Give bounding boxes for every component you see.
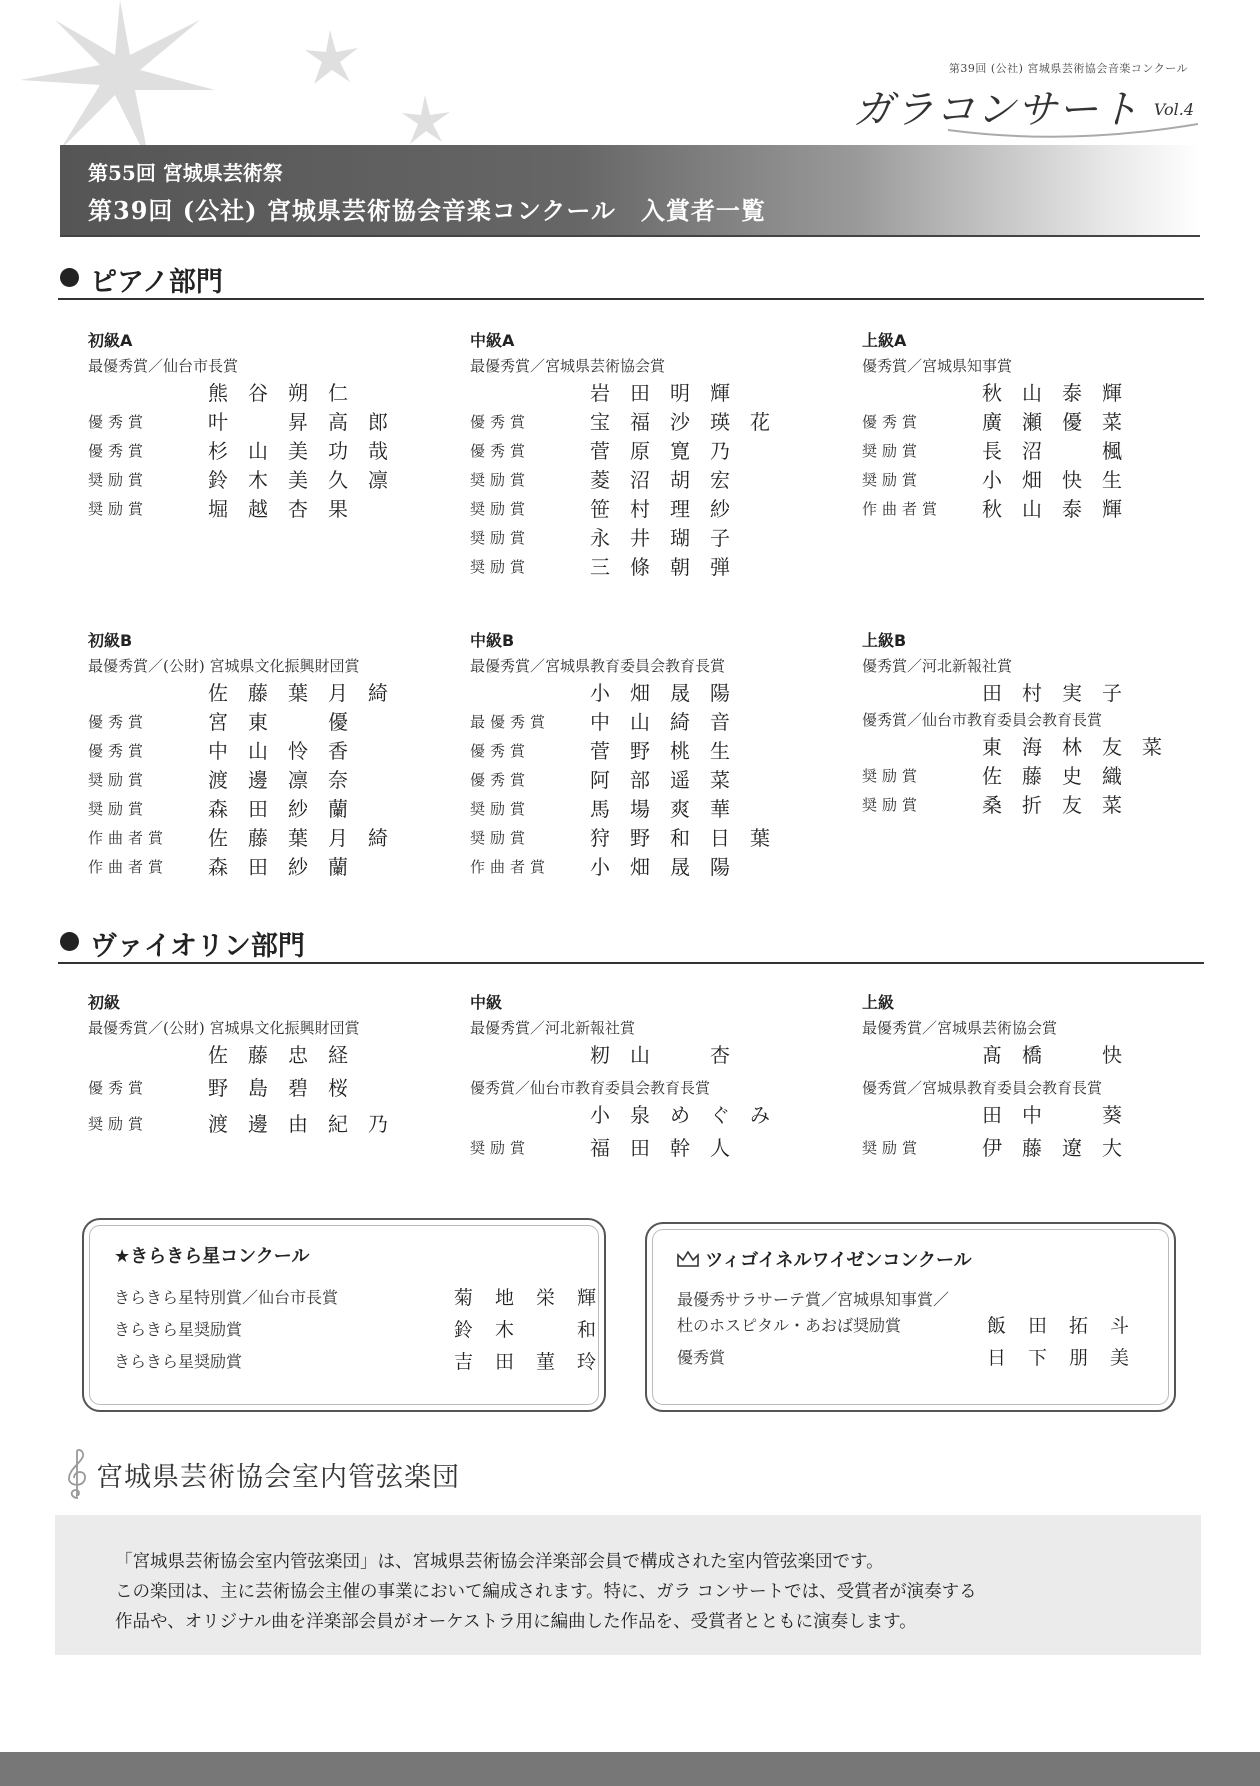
box-title: ★きらきら星コンクール	[114, 1246, 310, 1267]
award-label: 優秀賞	[470, 442, 531, 460]
winner-name: 鈴木 和	[454, 1319, 619, 1341]
top-award: 最優秀賞／(公財) 宮城県文化振興財団賞	[88, 1019, 360, 1037]
top-award: 最優秀賞／(公財) 宮城県文化振興財団賞	[88, 657, 360, 675]
logo-swoosh	[948, 120, 1198, 140]
bullet-icon	[60, 268, 79, 287]
category-title: 初級A	[88, 331, 133, 350]
award-row	[88, 708, 438, 737]
volume-label: Vol.4	[1153, 100, 1194, 119]
winner-name: 佐藤葉月綺	[208, 826, 408, 850]
award-label: 優秀賞	[88, 742, 149, 760]
award-row	[88, 795, 438, 824]
award-row	[470, 466, 820, 495]
award-label: きらきら星奨励賞	[114, 1320, 243, 1339]
award-row	[88, 824, 438, 853]
category-title: 中級A	[470, 331, 515, 350]
award-label: 優秀賞	[470, 742, 531, 760]
violin-intermediate	[470, 990, 820, 1166]
award-label: 最優秀賞	[470, 713, 551, 731]
award-label: 奨励賞	[470, 1139, 531, 1157]
award-label: 奨励賞	[470, 529, 531, 547]
award-label: 杜のホスピタル・あおば奨励賞	[677, 1316, 902, 1335]
piano-beginner-b	[88, 628, 438, 882]
award-label: 奨励賞	[470, 800, 531, 818]
banner-festival-title: 第55回 宮城県芸術祭	[88, 161, 283, 185]
description-line: 「宮城県芸術協会室内管弦楽団」は、宮城県芸術協会洋楽部会員で構成された室内管弦楽団です。	[115, 1552, 884, 1572]
crown-icon	[677, 1251, 699, 1267]
award-row	[862, 791, 1212, 820]
award-label: 奨励賞	[88, 1115, 149, 1133]
award-row	[470, 408, 820, 437]
second-award: 優秀賞／仙台市教育委員会教育長賞	[862, 711, 1103, 729]
zigeunerweisen-contest-box	[645, 1222, 1176, 1412]
award-row	[114, 1314, 624, 1346]
top-winner: 佐藤葉月綺	[208, 681, 408, 705]
top-award: 優秀賞／河北新報社賞	[862, 657, 1013, 675]
violin-section-heading	[58, 922, 1204, 964]
award-row	[470, 766, 820, 795]
star-icon	[20, 0, 215, 165]
winner-name: 中山怜香	[208, 739, 368, 763]
award-row	[862, 437, 1212, 466]
winner-name: 宝福沙瑛花	[590, 410, 790, 434]
category-title: 中級B	[470, 631, 515, 650]
award-row	[88, 737, 438, 766]
top-winner: 佐藤忠経	[208, 1043, 368, 1067]
award-label: 優秀賞	[88, 1079, 149, 1097]
top-winner: 髙橋 快	[982, 1043, 1142, 1067]
winner-name: 長沼 楓	[982, 439, 1142, 463]
second-winner: 小泉めぐみ	[590, 1103, 790, 1127]
award-label: 作曲者賞	[88, 858, 169, 876]
category-title: 初級B	[88, 631, 133, 650]
piano-advanced-b	[862, 628, 1212, 820]
award-label: 奨励賞	[470, 471, 531, 489]
award-row	[677, 1342, 1187, 1374]
award-label: 作曲者賞	[862, 500, 943, 518]
second-winner: 田中 葵	[982, 1103, 1142, 1127]
category-title: 上級	[862, 993, 895, 1012]
award-row	[862, 495, 1212, 524]
award-row	[88, 853, 438, 882]
award-row	[114, 1282, 624, 1314]
top-winner: 田村実子	[982, 681, 1142, 705]
award-label: 奨励賞	[88, 471, 149, 489]
award-label: きらきら星特別賞／仙台市長賞	[114, 1288, 339, 1307]
gala-concert-logo: ガラコンサート	[853, 87, 1140, 133]
winner-name: 飯田拓斗	[987, 1315, 1152, 1337]
award-label: 奨励賞	[470, 500, 531, 518]
violin-advanced	[862, 990, 1212, 1166]
top-winner: 小畑晟陽	[590, 681, 750, 705]
award-row	[88, 766, 438, 795]
top-award: 優秀賞／宮城県知事賞	[862, 357, 1013, 375]
piano-advanced-a	[862, 328, 1212, 524]
orchestra-title: 宮城県芸術協会室内管弦楽団	[96, 1462, 460, 1493]
award-row	[88, 1070, 438, 1106]
winner-name: 三條朝弾	[590, 555, 750, 579]
award-row	[470, 795, 820, 824]
second-award: 優秀賞／仙台市教育委員会教育長賞	[470, 1079, 711, 1097]
winner-name: 佐藤史織	[982, 764, 1142, 788]
winner-name: 吉田菫玲	[454, 1351, 619, 1373]
award-label: 奨励賞	[862, 471, 923, 489]
award-label: 優秀賞	[88, 413, 149, 431]
award-label: 奨励賞	[862, 767, 923, 785]
award-label: 作曲者賞	[88, 829, 169, 847]
top-winner: 岩田明輝	[590, 381, 750, 405]
box-title: ツィゴイネルワイゼンコンクール	[705, 1250, 972, 1271]
award-row	[88, 437, 438, 466]
award-label: 奨励賞	[862, 1139, 923, 1157]
award-label: 優秀賞	[88, 442, 149, 460]
winner-name: 宮東 優	[208, 710, 368, 734]
top-award: 最優秀賞／河北新報社賞	[470, 1019, 636, 1037]
winner-name: 菱沼胡宏	[590, 468, 750, 492]
winner-name: 福田幹人	[590, 1136, 750, 1160]
winner-name: 菅原寛乃	[590, 439, 750, 463]
award-row	[470, 853, 820, 882]
award-row	[470, 495, 820, 524]
award-label: きらきら星奨励賞	[114, 1352, 243, 1371]
award-label: 奨励賞	[88, 771, 149, 789]
winner-name: 鈴木美久凛	[208, 468, 408, 492]
winner-name: 中山綺音	[590, 710, 750, 734]
award-label: 奨励賞	[862, 442, 923, 460]
category-title: 中級	[470, 993, 503, 1012]
award-row	[88, 466, 438, 495]
title-banner	[60, 145, 1200, 237]
award-row	[88, 408, 438, 437]
winner-name: 馬場爽華	[590, 797, 750, 821]
category-title: 上級A	[862, 331, 907, 350]
winner-name: 叶 昇高郎	[208, 410, 408, 434]
section-title: ピアノ部門	[90, 267, 223, 298]
description-line: この楽団は、主に芸術協会主催の事業において編成されます。特に、ガラ コンサートでは、受賞者が演奏する	[115, 1582, 977, 1602]
top-winner: 熊谷朔仁	[208, 381, 368, 405]
award-label: 奨励賞	[88, 500, 149, 518]
section-title: ヴァイオリン部門	[90, 931, 305, 962]
top-award: 最優秀賞／仙台市長賞	[88, 357, 239, 375]
award-label: 優秀賞	[862, 413, 923, 431]
award-row	[862, 762, 1212, 791]
winner-name: 菅野桃生	[590, 739, 750, 763]
piano-beginner-a	[88, 328, 438, 524]
second-award: 優秀賞／宮城県教育委員会教育長賞	[862, 1079, 1103, 1097]
award-label: 優秀賞	[677, 1348, 726, 1367]
award-row	[470, 737, 820, 766]
winner-name: 永井瑚子	[590, 526, 750, 550]
header-subtitle: 第39回 (公社) 宮城県芸術協会音楽コンクール	[948, 62, 1188, 75]
award-label: 奨励賞	[862, 796, 923, 814]
winner-name: 堀越杏果	[208, 497, 368, 521]
footer-bar	[0, 1752, 1260, 1786]
winner-name: 小畑快生	[982, 468, 1142, 492]
winner-name: 笹村理紗	[590, 497, 750, 521]
award-row	[470, 1130, 820, 1166]
winner-name: 小畑晟陽	[590, 855, 750, 879]
winner-name: 廣瀬優菜	[982, 410, 1142, 434]
award-label: 奨励賞	[470, 829, 531, 847]
winner-name: 野島碧桜	[208, 1076, 368, 1100]
winner-name: 森田紗蘭	[208, 855, 368, 879]
top-award: 最優秀賞／宮城県芸術協会賞	[470, 357, 666, 375]
award-label: 優秀賞	[88, 713, 149, 731]
winner-name: 菊地栄輝	[454, 1287, 619, 1309]
star-icon	[305, 30, 358, 84]
winner-name: 森田紗蘭	[208, 797, 368, 821]
award-label: 優秀賞	[470, 771, 531, 789]
top-award: 最優秀賞／宮城県芸術協会賞	[862, 1019, 1058, 1037]
award-row	[470, 437, 820, 466]
award-row	[470, 553, 820, 582]
bullet-icon	[60, 932, 79, 951]
winner-name: 杉山美功哉	[208, 439, 408, 463]
top-winner: 秋山泰輝	[982, 381, 1142, 405]
award-label: 奨励賞	[470, 558, 531, 576]
award-row	[677, 1310, 1187, 1342]
award-label: 最優秀サラサーテ賞／宮城県知事賞／	[677, 1290, 950, 1309]
award-row	[470, 708, 820, 737]
piano-intermediate-b	[470, 628, 820, 882]
award-row	[470, 524, 820, 553]
winner-name: 渡邊由紀乃	[208, 1112, 408, 1136]
award-row	[88, 1106, 438, 1142]
treble-clef-icon	[64, 1448, 90, 1500]
award-label: 優秀賞	[470, 413, 531, 431]
violin-beginner	[88, 990, 438, 1142]
winner-name: 桑折友菜	[982, 793, 1142, 817]
winner-name: 渡邊凛奈	[208, 768, 368, 792]
winner-name: 日下朋美	[987, 1347, 1152, 1369]
category-title: 上級B	[862, 631, 907, 650]
award-row	[88, 495, 438, 524]
winner-name: 秋山泰輝	[982, 497, 1142, 521]
orchestra-description	[55, 1515, 1201, 1655]
top-award: 最優秀賞／宮城県教育委員会教育長賞	[470, 657, 726, 675]
winner-name: 狩野和日葉	[590, 826, 790, 850]
top-winner: 籾山 杏	[590, 1043, 750, 1067]
banner-main-title: 第39回 (公社) 宮城県芸術協会音楽コンクール 入賞者一覧	[88, 196, 766, 225]
award-row	[470, 824, 820, 853]
second-winner: 東海林友菜	[982, 735, 1182, 759]
piano-section-heading	[58, 258, 1204, 300]
award-label: 作曲者賞	[470, 858, 551, 876]
award-row	[862, 1130, 1212, 1166]
kirakira-contest-box	[82, 1218, 619, 1412]
award-label: 奨励賞	[88, 800, 149, 818]
star-icon	[402, 95, 450, 144]
award-row	[862, 466, 1212, 495]
description-line: 作品や、オリジナル曲を洋楽部会員がオーケストラ用に編曲した作品を、受賞者とともに演奏します。	[115, 1612, 917, 1632]
piano-intermediate-a	[470, 328, 820, 582]
category-title: 初級	[88, 993, 121, 1012]
award-row	[862, 408, 1212, 437]
winner-name: 阿部遥菜	[590, 768, 750, 792]
box-title-wrap	[677, 1246, 972, 1272]
award-row	[114, 1346, 624, 1378]
winner-name: 伊藤遼大	[982, 1136, 1142, 1160]
